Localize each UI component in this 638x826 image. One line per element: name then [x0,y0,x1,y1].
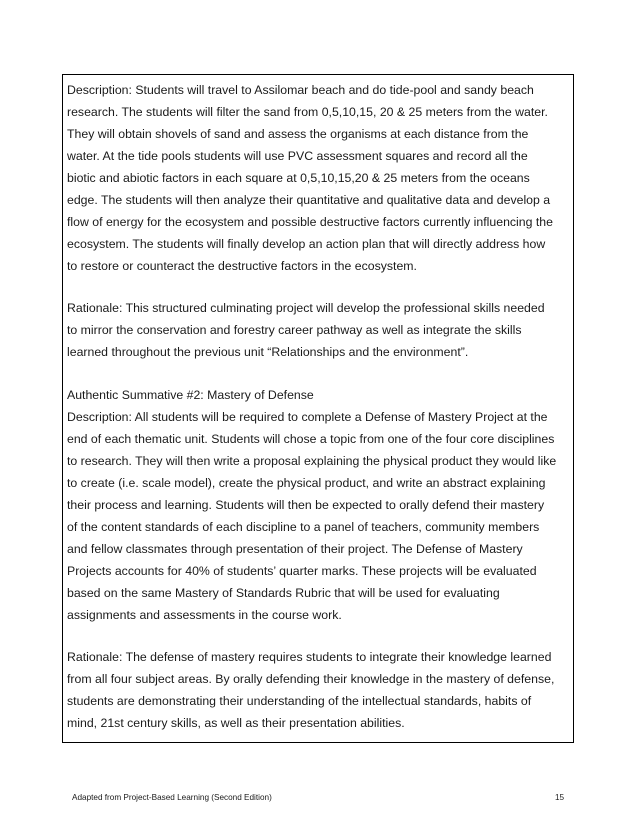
rationale-paragraph-2 [67,646,572,734]
text-line: learned throughout the previous unit “Relationships and the environment”. [67,345,469,359]
description-paragraph-1 [67,79,572,277]
page-number: 15 [555,793,565,802]
text-line: their process and learning. Students will then be expected to orally defend their mastery [67,498,545,512]
text-line: Projects accounts for 40% of students’ quarter marks. These projects will be evaluated [67,564,537,578]
text-line: to mirror the conservation and forestry career pathway as well as integrate the skills [67,323,522,337]
text-line: Rationale: The defense of mastery requires students to integrate their knowledge learned [67,650,552,664]
text-line: Rationale: This structured culminating project will develop the professional skills needed [67,301,545,315]
text-line: end of each thematic unit. Students will chose a topic from one of the four core disciplines [67,432,555,446]
text-line: biotic and abiotic factors in each square at 0,5,10,15,20 & 25 meters from the oceans [67,171,530,185]
text-line: edge. The students will then analyze their quantitative and qualitative data and develop a [67,193,551,207]
text-line: and fellow classmates through presentation of their project. The Defense of Mastery [67,542,523,556]
text-line: research. The students will filter the sand from 0,5,10,15, 20 & 25 meters from the water. [67,105,548,119]
footer-source: Adapted from Project-Based Learning (Second Edition) [72,793,272,802]
text-line: to restore or counteract the destructive factors in the ecosystem. [67,259,417,273]
text-line: to create (i.e. scale model), create the physical product, and write an abstract explaining [67,476,546,490]
text-line: flow of energy for the ecosystem and possible destructive factors currently influencing the [67,215,553,229]
text-line: ecosystem. The students will finally develop an action plan that will directly address how [67,237,546,251]
text-line: from all four subject areas. By orally defending their knowledge in the mastery of defense, [67,672,555,686]
text-line: assignments and assessments in the course work. [67,608,342,622]
rationale-paragraph-1 [67,297,572,363]
text-line: They will obtain shovels of sand and assess the organisms at each distance from the [67,127,529,141]
text-line: of the content standards of each discipline to a panel of teachers, community members [67,520,540,534]
text-line: Description: Students will travel to Assilomar beach and do tide-pool and sandy beach [67,83,534,97]
text-line: to research. They will then write a proposal explaining the physical product they would like [67,454,557,468]
text-line: water. At the tide pools students will use PVC assessment squares and record all the [67,149,528,163]
text-line: based on the same Mastery of Standards Rubric that will be used for evaluating [67,586,500,600]
text-line: Description: All students will be required to complete a Defense of Mastery Project at the [67,410,548,424]
summative-2-section [67,384,572,626]
text-line: students are demonstrating their understanding of the intellectual standards, habits of [67,694,532,708]
section-heading: Authentic Summative #2: Mastery of Defense [67,388,314,402]
text-line: mind, 21st century skills, as well as their presentation abilities. [67,716,405,730]
